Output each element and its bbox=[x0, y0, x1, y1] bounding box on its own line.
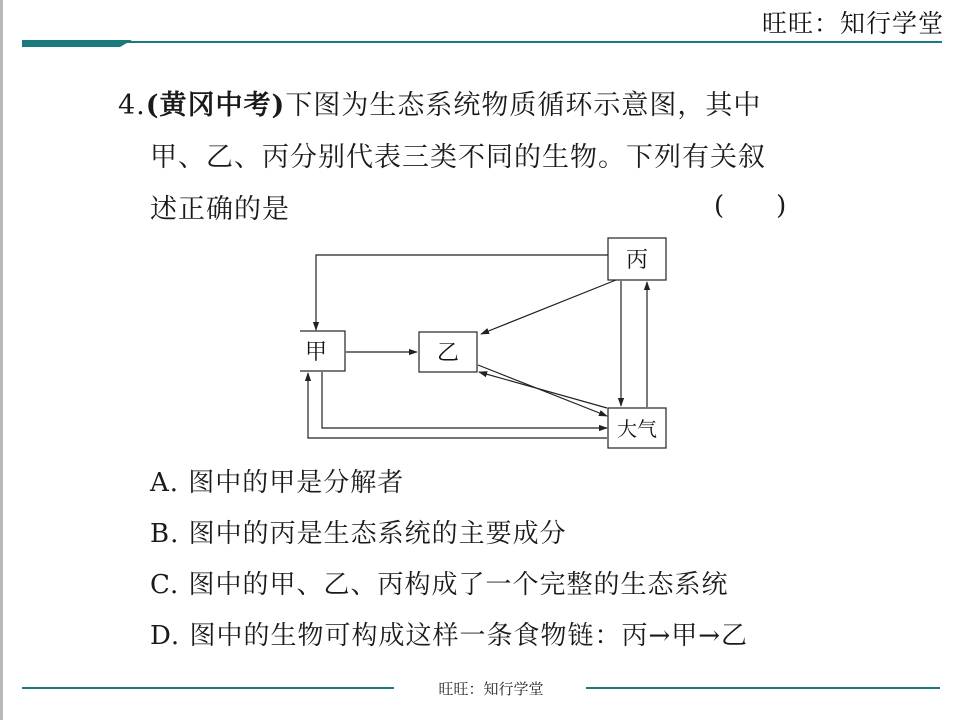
node-yi-label: 乙 bbox=[436, 341, 460, 366]
footer-brand: 旺旺：知行学堂 bbox=[438, 680, 544, 698]
carbon-cycle-diagram bbox=[300, 232, 680, 454]
question-stem-1: 下图为生态系统物质循环示意图，其中 bbox=[285, 90, 762, 121]
arrow-atmosphere-to-yi bbox=[479, 372, 607, 408]
question-line-1 bbox=[118, 80, 818, 132]
question-number: 4. bbox=[118, 90, 146, 121]
option-b: B. 图中的丙是生态系统的主要成分 bbox=[150, 519, 567, 549]
node-atmosphere-label: 大气 bbox=[617, 417, 657, 441]
arrow-bing-to-jia bbox=[316, 255, 608, 330]
header-divider bbox=[22, 38, 942, 48]
option-a: A. 图中的甲是分解者 bbox=[150, 468, 405, 498]
question-block bbox=[118, 80, 818, 236]
node-yi bbox=[419, 332, 477, 372]
node-jia-label: 甲 bbox=[304, 340, 328, 365]
arrow-jia-to-atmosphere bbox=[322, 372, 607, 428]
question-source: (黄冈中考) bbox=[145, 90, 286, 121]
arrow-yi-to-atmosphere bbox=[478, 365, 607, 416]
options-list bbox=[150, 458, 870, 662]
footer-divider-right bbox=[586, 687, 940, 689]
header-brand: 旺旺：知行学堂 bbox=[761, 9, 944, 38]
arrow-bing-to-yi bbox=[481, 280, 616, 334]
option-d: D. 图中的生物可构成这样一条食物链：丙→甲→乙 bbox=[150, 621, 749, 651]
question-line-3: 述正确的是 bbox=[150, 194, 290, 225]
answer-blank: ( ) bbox=[714, 191, 787, 221]
frame-edge bbox=[0, 0, 3, 720]
footer-divider-left bbox=[22, 687, 394, 689]
node-bing-label: 丙 bbox=[625, 248, 649, 273]
node-bing bbox=[608, 238, 666, 280]
node-jia bbox=[300, 331, 345, 371]
question-line-2: 甲、乙、丙分别代表三类不同的生物。下列有关叙 bbox=[150, 142, 766, 173]
node-atmosphere bbox=[608, 408, 666, 448]
option-c: C. 图中的甲、乙、丙构成了一个完整的生态系统 bbox=[150, 570, 729, 600]
